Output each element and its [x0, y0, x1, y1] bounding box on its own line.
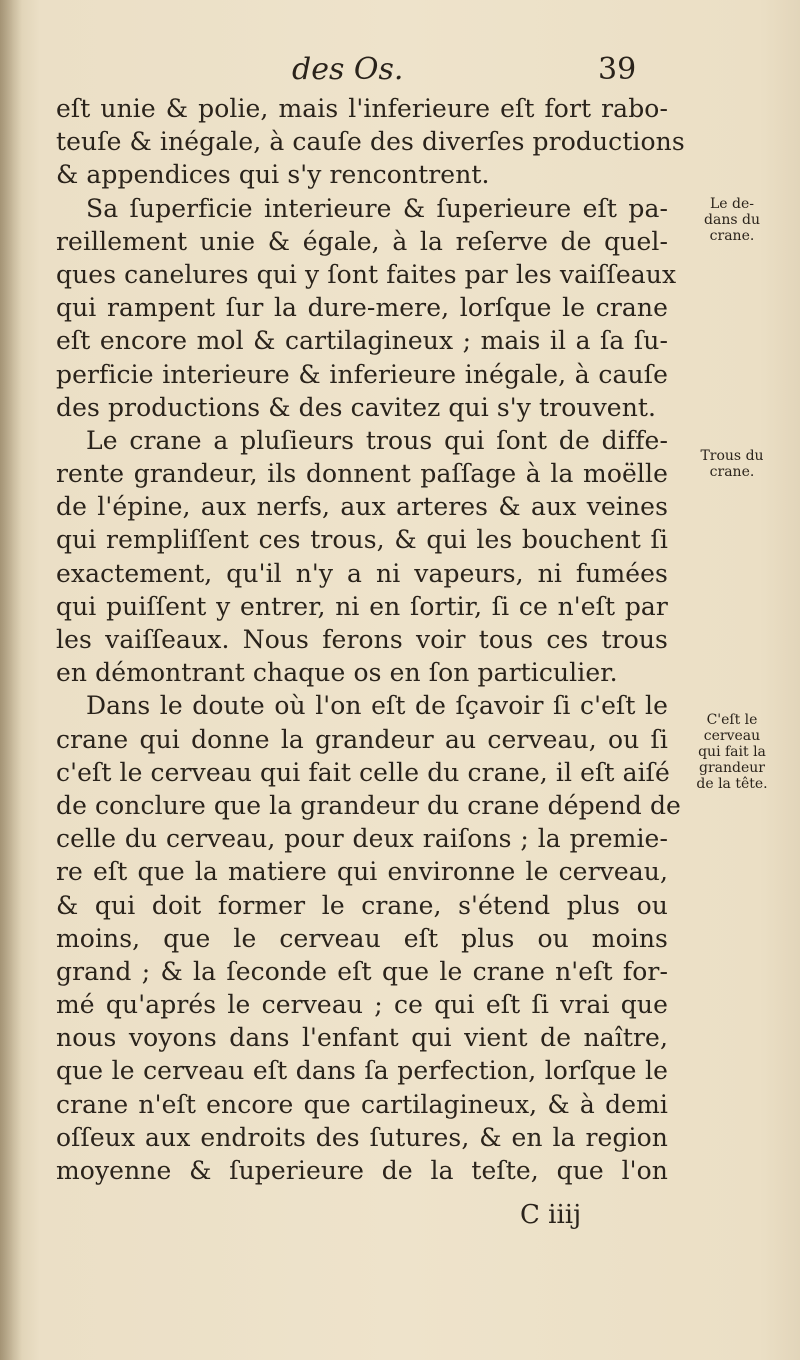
text-line: eſt encore mol & cartilagineux ; mais il a ſa ſu- — [56, 326, 668, 356]
text-line: moyenne & ſuperieure de la teſte, que l'on — [56, 1156, 668, 1185]
text-line: oſſeux aux endroits des ſutures, & en la region — [56, 1122, 668, 1152]
text-line: re eſt que la matiere qui environne le cerveau, — [56, 857, 668, 887]
text-line: teuſe & inégale, à cauſe des diverſes productions — [56, 127, 685, 157]
margin-note-text: Le de- dans du crane. — [704, 196, 760, 244]
text-line: c'eſt le cerveau qui fait celle du crane, il eſt aiſé — [56, 757, 670, 787]
text-line: celle du cerveau, pour deux raiſons ; la premie- — [56, 824, 668, 854]
text-line: nous voyons dans l'enfant qui vient de naître, — [56, 1023, 668, 1053]
text-line: eſt unie & polie, mais l'inferieure eſt fort rabo- — [56, 94, 668, 123]
margin-note — [672, 448, 792, 480]
text-line: reillement unie & égale, à la reſerve de quel- — [56, 226, 668, 256]
text-line: crane n'eſt encore que cartilagineux, & à demi — [56, 1089, 668, 1119]
body-text — [56, 92, 685, 1187]
margin-note — [672, 196, 792, 244]
text-line: moins, que le cerveau eſt plus ou moins — [56, 923, 668, 953]
text-line: qui rempliſſent ces trous, & qui les bouchent ſi — [56, 525, 668, 555]
margin-note — [672, 712, 792, 792]
text-line: Le crane a pluſieurs trous qui ſont de diffe- — [86, 425, 668, 455]
margin-note-text: Trous du crane. — [700, 448, 764, 480]
margin-note-text: C'eſt le cerveau qui fait la grandeur de la tête. — [696, 712, 768, 792]
text-line: que le cerveau eſt dans ſa perfection, lorſque le — [56, 1056, 668, 1086]
catchword: C iiij — [520, 1200, 582, 1230]
text-line: & qui doit former le crane, s'étend plus ou — [56, 890, 668, 920]
text-line: Dans le doute où l'on eſt de ſçavoir ſi c'eſt le — [86, 691, 668, 721]
text-line: grand ; & la ſeconde eſt que le crane n'eſt for- — [56, 956, 668, 986]
running-head: des Os. — [292, 52, 404, 87]
text-line: & appendices qui s'y rencontrent. — [56, 160, 490, 190]
text-line: crane qui donne la grandeur au cerveau, ou ſi — [56, 724, 668, 754]
text-line: les vaiſſeaux. Nous ferons voir tous ces trous — [56, 625, 668, 654]
text-line: des productions & des cavitez qui s'y trouvent. — [56, 392, 657, 422]
page-number: 39 — [598, 52, 637, 87]
text-line: exactement, qu'il n'y a ni vapeurs, ni fumées — [56, 558, 668, 588]
gutter-shadow — [0, 0, 22, 1360]
text-line: Sa ſuperficie interieure & ſuperieure eſt pa- — [86, 193, 668, 223]
text-line: qui rampent ſur la dure-mere, lorſque le crane — [56, 293, 668, 323]
text-line: ques canelures qui y ſont faites par les vaiſſeaux — [56, 259, 677, 289]
text-line: mé qu'aprés le cerveau ; ce qui eſt ſi vrai que — [56, 990, 668, 1020]
text-line: de l'épine, aux nerfs, aux arteres & aux veines — [56, 492, 668, 522]
text-line: qui puiſſent y entrer, ni en ſortir, ſi ce n'eſt par — [56, 591, 668, 621]
page-header — [0, 52, 800, 92]
text-line: perficie interieure & inferieure inégale, à cauſe — [56, 359, 668, 389]
text-line: en démontrant chaque os en ſon particulier. — [56, 658, 618, 688]
text-line: de conclure que la grandeur du crane dépend de — [56, 790, 681, 820]
text-line: rente grandeur, ils donnent paſſage à la moëlle — [56, 459, 668, 489]
